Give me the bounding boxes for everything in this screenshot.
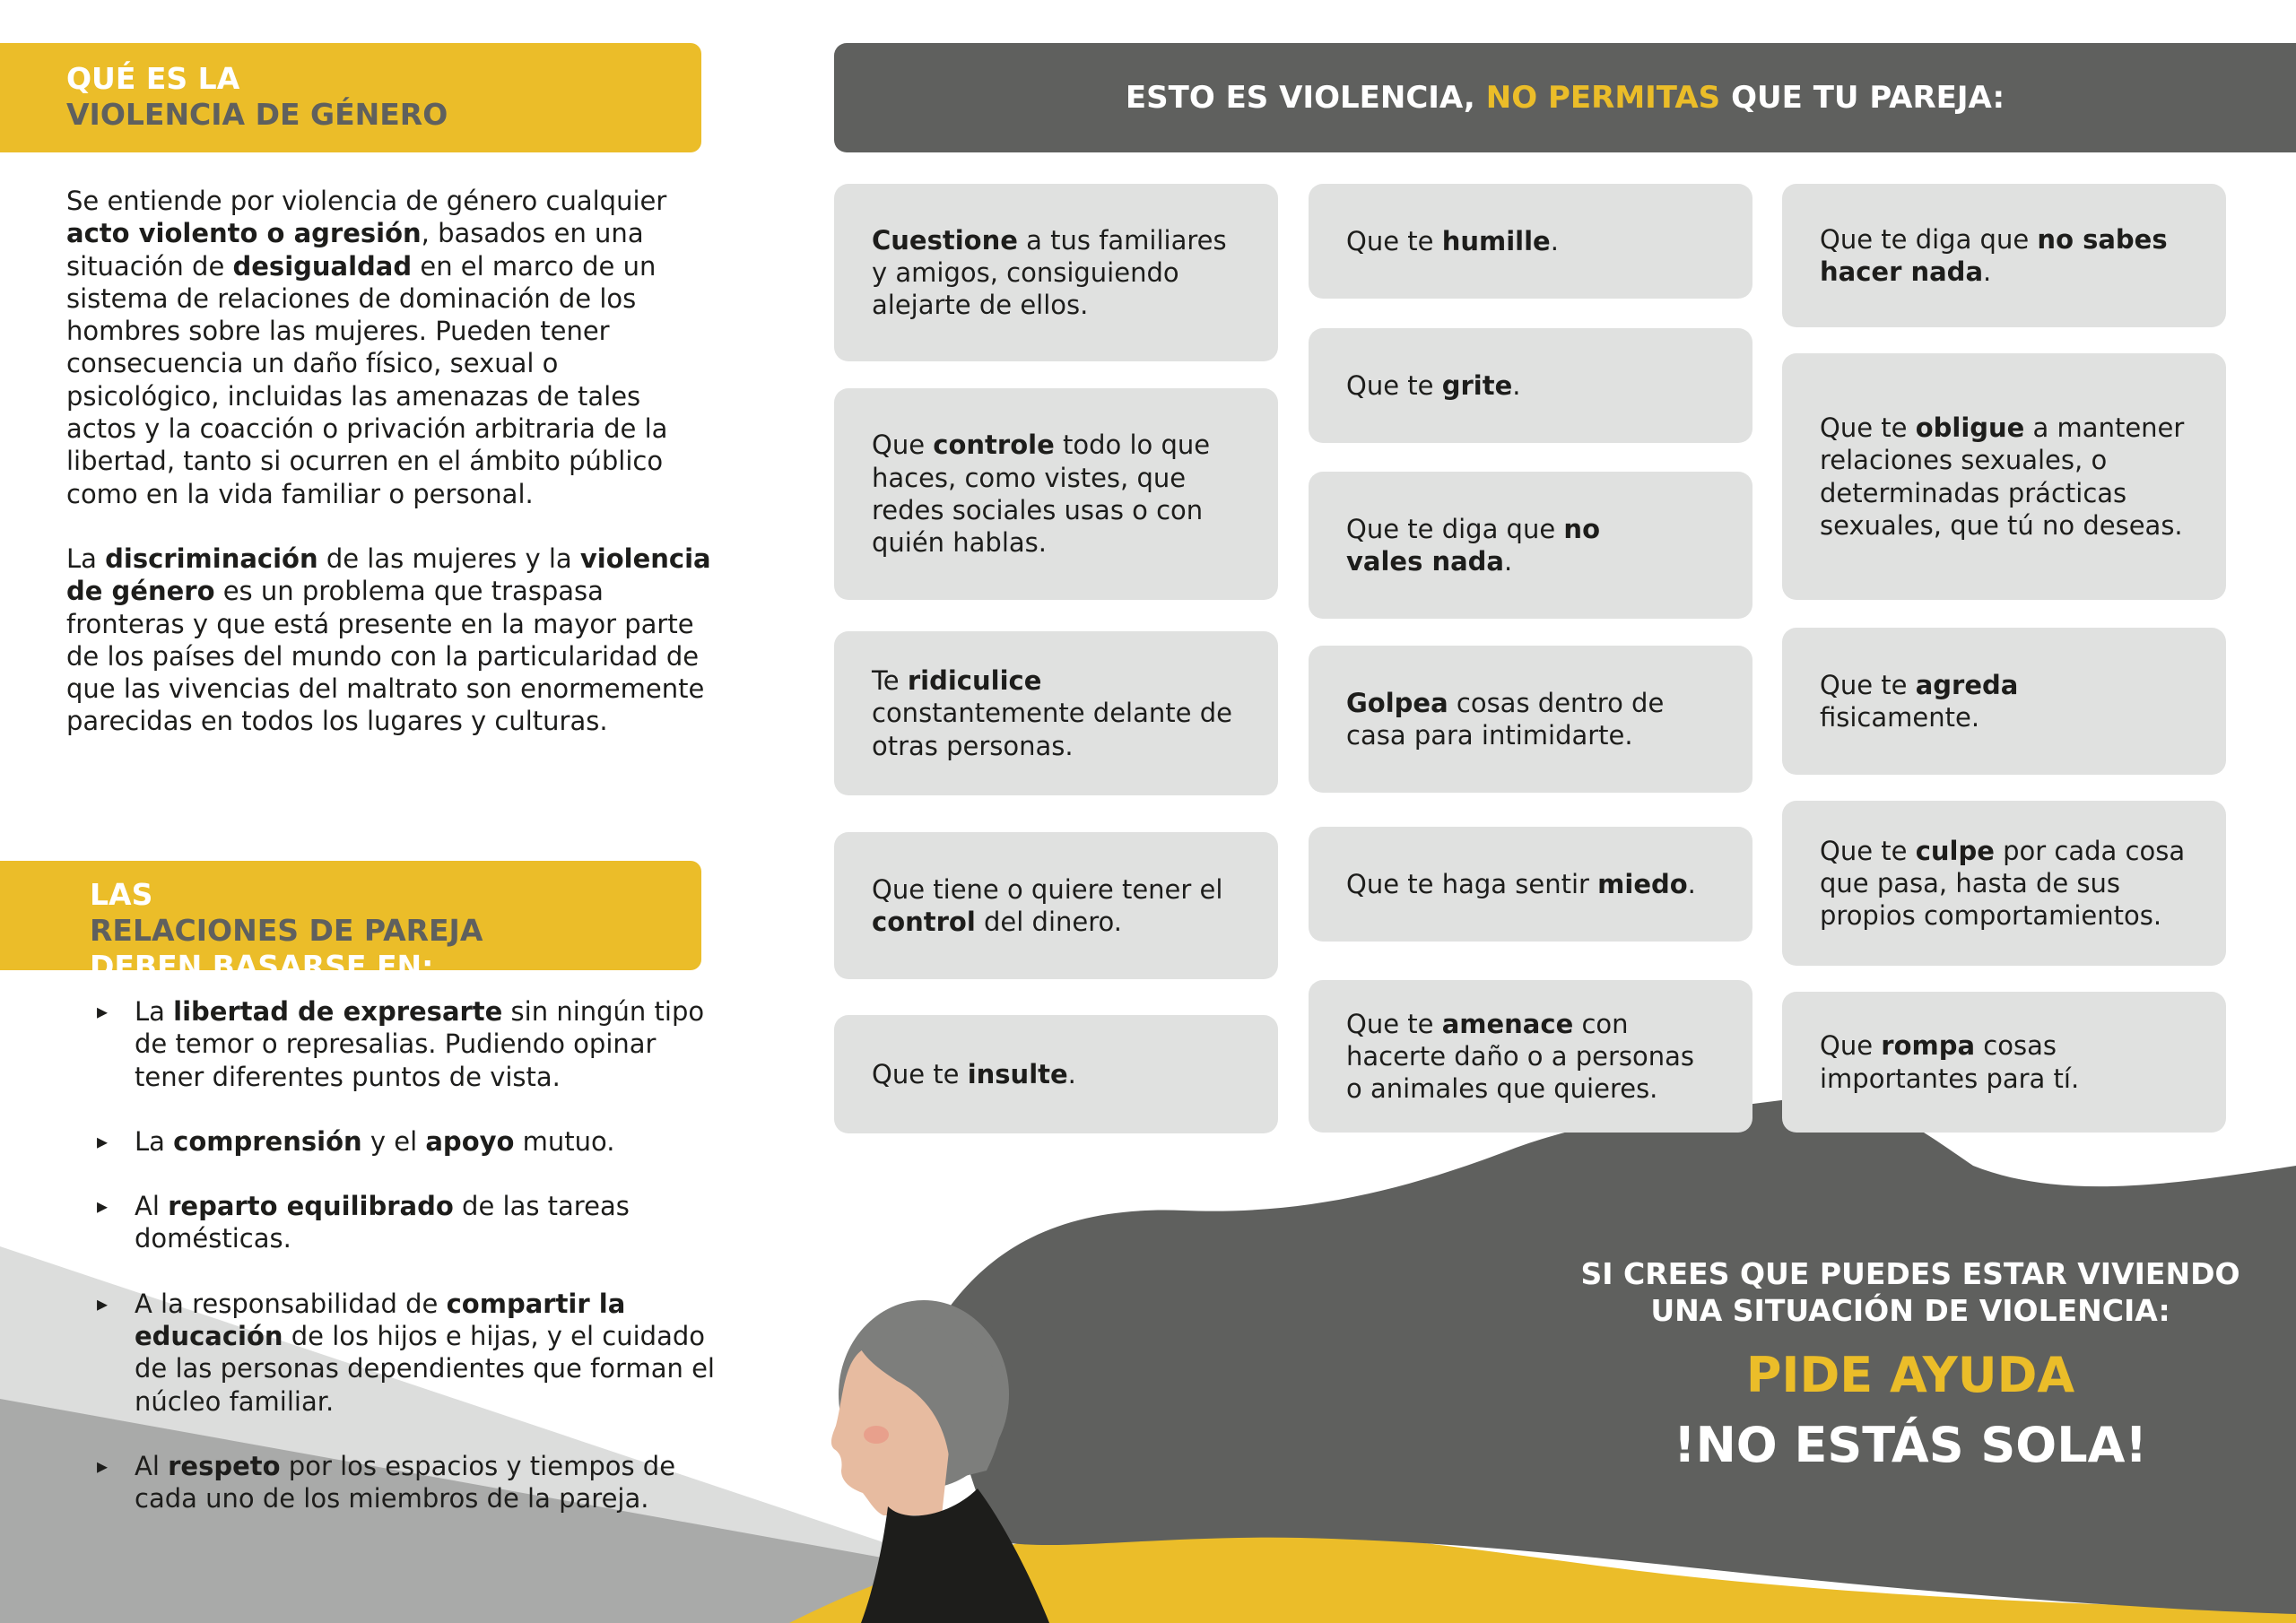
card-grite: Que te grite. (1309, 328, 1752, 443)
card-humille: Que te humille. (1309, 184, 1752, 299)
intro-text (66, 185, 712, 770)
relaciones-line1: LAS RELACIONES DE PAREJA (90, 877, 483, 948)
card-no-vales-nada: Que te diga que no vales nada. (1309, 472, 1752, 619)
card-controle: Que controle todo lo que haces, como vistes, que redes sociales usas o con quién hablas. (834, 388, 1278, 600)
card-agreda: Que te agreda fisicamente. (1782, 628, 2226, 775)
relaciones-header (0, 861, 701, 984)
card-obligue: Que te obligue a mantener relaciones sexuales, o determinadas prácticas sexuales, que tú no deseas. (1782, 353, 2226, 600)
intro-paragraph-2: La discriminación de las mujeres y la violencia de género es un problema que traspasa fronteras y que está presente en la mayor parte de los países del mundo con la particularidad de que las vivencias del maltrato son enormemente parecidas en todos los lugares y culturas. (66, 542, 711, 737)
cheek (864, 1426, 889, 1444)
intro-paragraph-1: Se entiende por violencia de género cualquier acto violento o agresión, basados en una situación de desigualdad en el marco de un sistema de relaciones de dominación de los hombres sobre las mujeres. Pueden tener consecuencia un daño físico, sexual o psicológico, incluidas las amenazas de tales actos y la coacción o privación arbitraria de la libertad, tanto si ocurren en el ámbito público como en la vida familiar o personal. (66, 186, 668, 509)
card-no-sabes-hacer-nada: Que te diga que no sabes hacer nada. (1782, 184, 2226, 327)
card-ridiculice: Te ridiculice constantemente delante de otras personas. (834, 631, 1278, 795)
esto-es-violencia-header: ESTO ES VIOLENCIA, NO PERMITAS QUE TU PAREJA: (834, 43, 2296, 152)
card-insulte: Que te insulte. (834, 1015, 1278, 1133)
card-rompa: Que rompa cosas importantes para tí. (1782, 992, 2226, 1133)
que-es-line2: VIOLENCIA DE GÉNERO (66, 97, 448, 132)
list-item: ▸ La libertad de expresarte sin ningún tipo de temor o represalias. Pudiendo opinar tener diferentes puntos de vista. (97, 995, 725, 1093)
card-culpe: Que te culpe por cada cosa que pasa, hasta de sus propios comportamientos. (1782, 801, 2226, 966)
list-item: ▸ Al reparto equilibrado de las tareas domésticas. (97, 1190, 725, 1255)
list-item: ▸ A la responsabilidad de compartir la educación de los hijos e hijas, y el cuidado de las personas dependientes que forman el núcleo familiar. (97, 1288, 725, 1418)
pide-ayuda: PIDE AYUDA (1745, 1347, 2075, 1403)
list-item: ▸ La comprensión y el apoyo mutuo. (97, 1125, 725, 1158)
card-amenace: Que te amenace con hacerte daño o a personas o animales que quieres. (1309, 980, 1752, 1133)
card-miedo: Que te haga sentir miedo. (1309, 827, 1752, 942)
card-cuestione: Cuestione a tus familiares y amigos, consiguiendo alejarte de ellos. (834, 184, 1278, 361)
que-es-header (0, 43, 701, 152)
relaciones-line2: DEBEN BASARSE EN: (90, 949, 434, 984)
card-control-dinero: Que tiene o quiere tener el control del dinero. (834, 832, 1278, 979)
help-title: SI CREES QUE PUEDES ESTAR VIVIENDO UNA SITUACIÓN DE VIOLENCIA: (1580, 1256, 2240, 1328)
que-es-line1: QUÉ ES LA (66, 61, 240, 96)
list-item: ▸ Al respeto por los espacios y tiempos de cada uno de los miembros de la pareja. (97, 1450, 725, 1515)
card-golpea: Golpea cosas dentro de casa para intimidarte. (1309, 646, 1752, 793)
bases-list (97, 995, 725, 1548)
no-estas-sola: !NO ESTÁS SOLA! (1673, 1417, 2148, 1473)
